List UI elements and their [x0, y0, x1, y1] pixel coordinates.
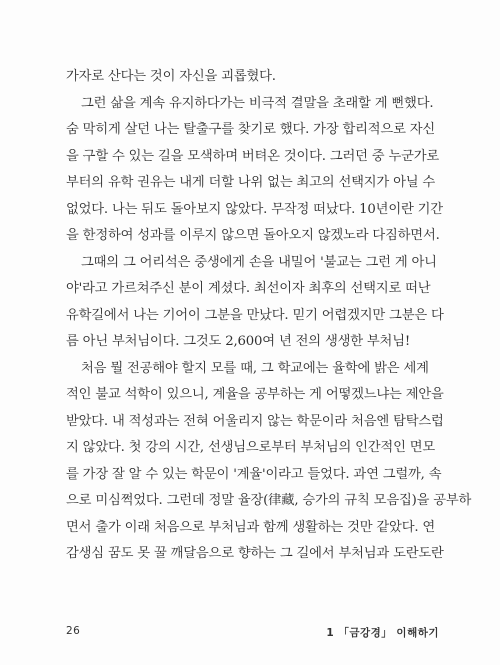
text-line: 면서 출가 이래 처음으로 부처님과 함께 생활하는 것만 같았다. 연	[66, 519, 436, 535]
page-number: 26	[66, 625, 81, 637]
text-line: 받았다. 내 적성과는 전혀 어울리지 않는 학문이라 처음엔 탐탁스럽	[66, 413, 444, 429]
text-line: 감생심 꿈도 못 꿀 깨달음으로 향하는 그 길에서 부처님과 도란도란	[66, 546, 444, 561]
text-line: 부터의 유학 권유는 내게 더할 나위 없는 최고의 선택지가 아닐 수	[66, 175, 436, 190]
text-line: 그때의 그 어리석은 중생에게 손을 내밀어 '불교는 그런 게 아니	[81, 254, 437, 270]
text-line: 가자로 산다는 것이 자신을 괴롭혔다.	[66, 69, 276, 84]
text-line: 없었다. 나는 뒤도 돌아보지 않았다. 무작정 떠났다. 10년이란 기간	[66, 201, 443, 217]
text-line: 름 아닌 부처님이다. 그것도 2,600여 년 전의 생생한 부처님!	[66, 334, 410, 349]
text-line: 으로 미심쩍었다. 그런데 정말 율장(律藏, 승가의 규칙 모음집)을 공부하	[66, 493, 472, 508]
body-text	[66, 64, 472, 568]
page-footer	[66, 625, 439, 641]
text-line: 을 구할 수 있는 길을 모색하며 버텨온 것이다. 그러던 중 누군가로	[66, 148, 440, 164]
text-line: 야'라고 가르쳐주신 분이 계셨다. 최선이자 최후의 선택지로 떠난	[66, 281, 431, 296]
text-line: 그런 삶을 계속 유지하다가는 비극적 결말을 초래할 게 뻔했다.	[81, 95, 434, 111]
text-line: 지 않았다. 첫 강의 시간, 선생님으로부터 부처님의 인간적인 면모	[66, 440, 436, 455]
text-line: 유학길에서 나는 기어이 그분을 만났다. 믿기 어렵겠지만 그분은 다	[66, 307, 444, 323]
text-line: 처음 뭘 전공해야 할지 모를 때, 그 학교에는 율학에 밝은 세계	[81, 360, 429, 376]
chapter-running-header: 1 「금강경」 이해하기	[326, 627, 439, 639]
text-line: 숨 막히게 살던 나는 탈출구를 찾기로 했다. 가장 합리적으로 자신	[66, 122, 436, 137]
text-line: 적인 불교 석학이 있으니, 계율을 공부하는 게 어떻겠느냐는 제안을	[66, 387, 444, 402]
text-line: 를 가장 잘 알 수 있는 학문이 '계율'이라고 들었다. 과연 그럴까, 속	[66, 466, 442, 482]
text-line: 을 한정하여 성과를 이루지 않으면 돌아오지 않겠노라 다짐하면서.	[66, 228, 440, 243]
